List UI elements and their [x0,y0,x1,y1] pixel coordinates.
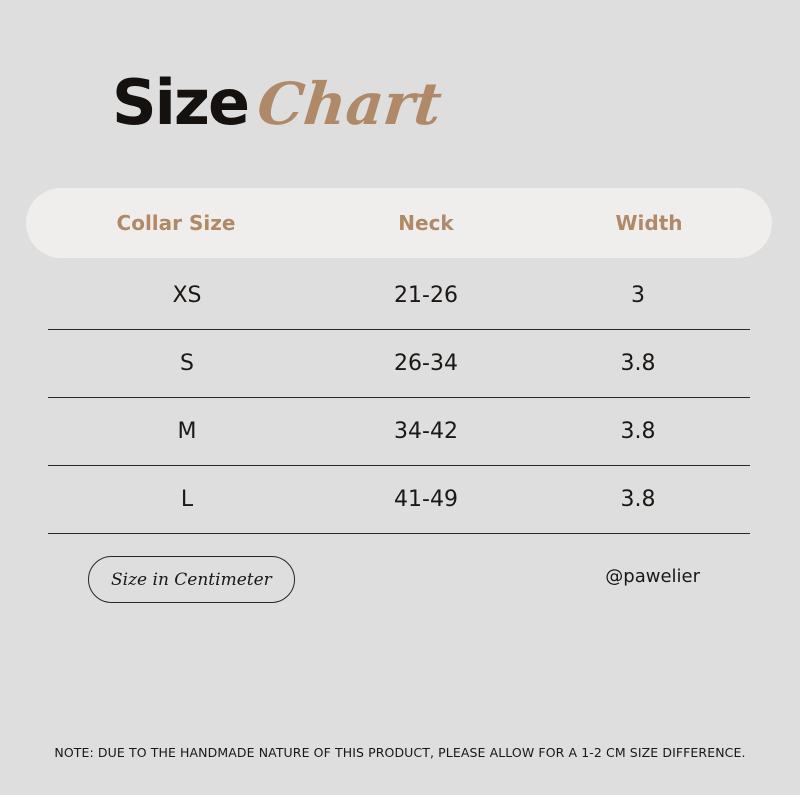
cell-collar-size: M [177,419,197,444]
table-header-row [26,188,772,258]
table-row [48,398,750,466]
cell-width: 3.8 [620,487,656,512]
cell-neck: 41-49 [394,487,458,512]
page-title-main: Size [112,66,249,139]
table-body [48,258,750,534]
page-title [112,66,445,139]
brand-handle: @pawelier [605,566,700,587]
cell-collar-size: L [180,487,194,512]
cell-neck: 21-26 [394,283,458,308]
column-header-width: Width [615,211,683,235]
column-header-neck: Neck [398,211,454,235]
unit-label-pill: Size in Centimeter [88,556,295,603]
cell-width: 3.8 [620,419,656,444]
disclaimer-note: NOTE: DUE TO THE HANDMADE NATURE OF THIS PRODUCT, PLEASE ALLOW FOR A 1-2 CM SIZE DIFFERENCE. [54,745,746,760]
cell-neck: 26-34 [394,351,458,376]
column-header-collar-size: Collar Size [116,211,236,235]
table-row [48,262,750,330]
cell-collar-size: XS [172,283,202,308]
cell-width: 3.8 [620,351,656,376]
cell-width: 3 [631,283,645,308]
page-title-script: Chart [254,70,445,138]
cell-neck: 34-42 [394,419,458,444]
cell-collar-size: S [180,351,194,376]
table-row [48,466,750,534]
size-table [26,188,772,534]
table-row [48,330,750,398]
